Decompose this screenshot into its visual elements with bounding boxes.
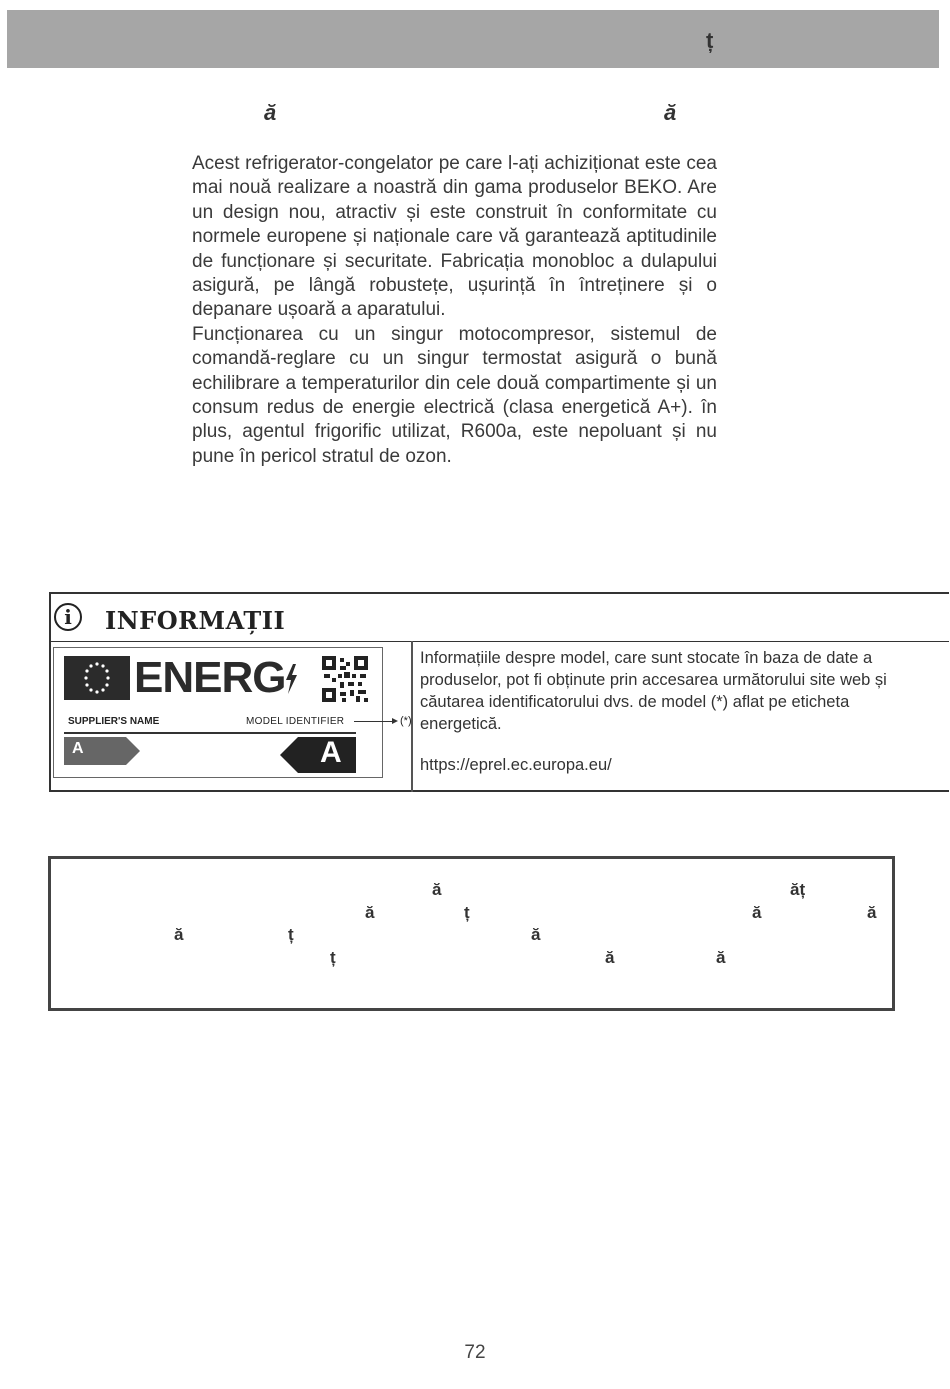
energy-label-image [53,647,412,778]
info-header [51,594,949,642]
energy-brand-text: ENERG [134,653,286,702]
notice-glyph: ț [330,948,336,967]
supplier-name-label: SUPPLIER'S NAME [68,716,160,727]
header-title-glyph: ț [706,28,714,53]
asterisk-note: (*) [400,715,412,727]
notice-glyph: ă [531,925,541,944]
subheading-glyph-right: ă [664,100,677,125]
notice-glyph: ă [432,880,442,899]
eu-flag-icon [64,656,130,700]
notice-glyph: ă [365,903,375,922]
subheading-glyph-left: ă [264,100,277,125]
notice-glyph: ăț [790,880,806,899]
qr-code-icon [322,656,368,702]
notice-glyph: ă [716,948,726,967]
lightning-icon [284,664,298,694]
notice-glyph: ă [752,903,762,922]
info-description-text: Informațiile despre model, care sunt stocate în baza de date a produselor, pot fi obținute prin accesarea următorului site web și căutarea identificatorului dvs. de model (*) aflat pe eticheta energetică. [420,649,887,733]
model-identifier-label: MODEL IDENTIFIER [246,716,345,727]
info-title: INFORMAȚII [105,606,286,635]
header-bar [7,10,939,68]
arrow-line [354,721,396,722]
energy-class-arrow [280,737,356,773]
info-icon: i [54,603,82,631]
notice-glyph: ț [464,903,470,922]
intro-text [192,152,717,469]
intro-paragraph-2: Funcționarea cu un singur motocompresor, sistemul de comandă-reglare cu un singur termostat asigură o bună echilibrare a temperaturilor din cele două compartimente și un consum redus de energie electrică (clasa energetică A+). în plus, agentul frigorific utilizat, R600a, este nepoluant și nu pune în pericol stratul de ozon. [192,323,717,467]
eprel-link[interactable]: https://eprel.ec.europa.eu/ [420,756,612,774]
energy-class-letter: A [320,736,342,769]
notice-glyph: ț [288,925,294,944]
notice-glyph: ă [174,925,184,944]
page-number: 72 [464,1342,486,1363]
notice-glyph: ă [605,948,615,967]
label-rule [64,732,356,734]
arrow-head-icon [392,718,398,724]
energy-class-scale-letter: A [72,740,84,757]
info-description [420,647,920,735]
notice-glyph: ă [867,903,877,922]
intro-paragraph-1: Acest refrigerator-congelator pe care l-ați achiziționat este cea mai nouă realizare a noastră din gama produselor BEKO. Are un design nou, atractiv și este construit în conformitate cu normele europene și naționale care vă garantează aptitudinile de funcționare și securitate. Fabricația monobloc a dulapului asigură, pe lângă robustețe, ușurință în întreținere și o depanare ușoară a aparatului. [192,153,717,321]
